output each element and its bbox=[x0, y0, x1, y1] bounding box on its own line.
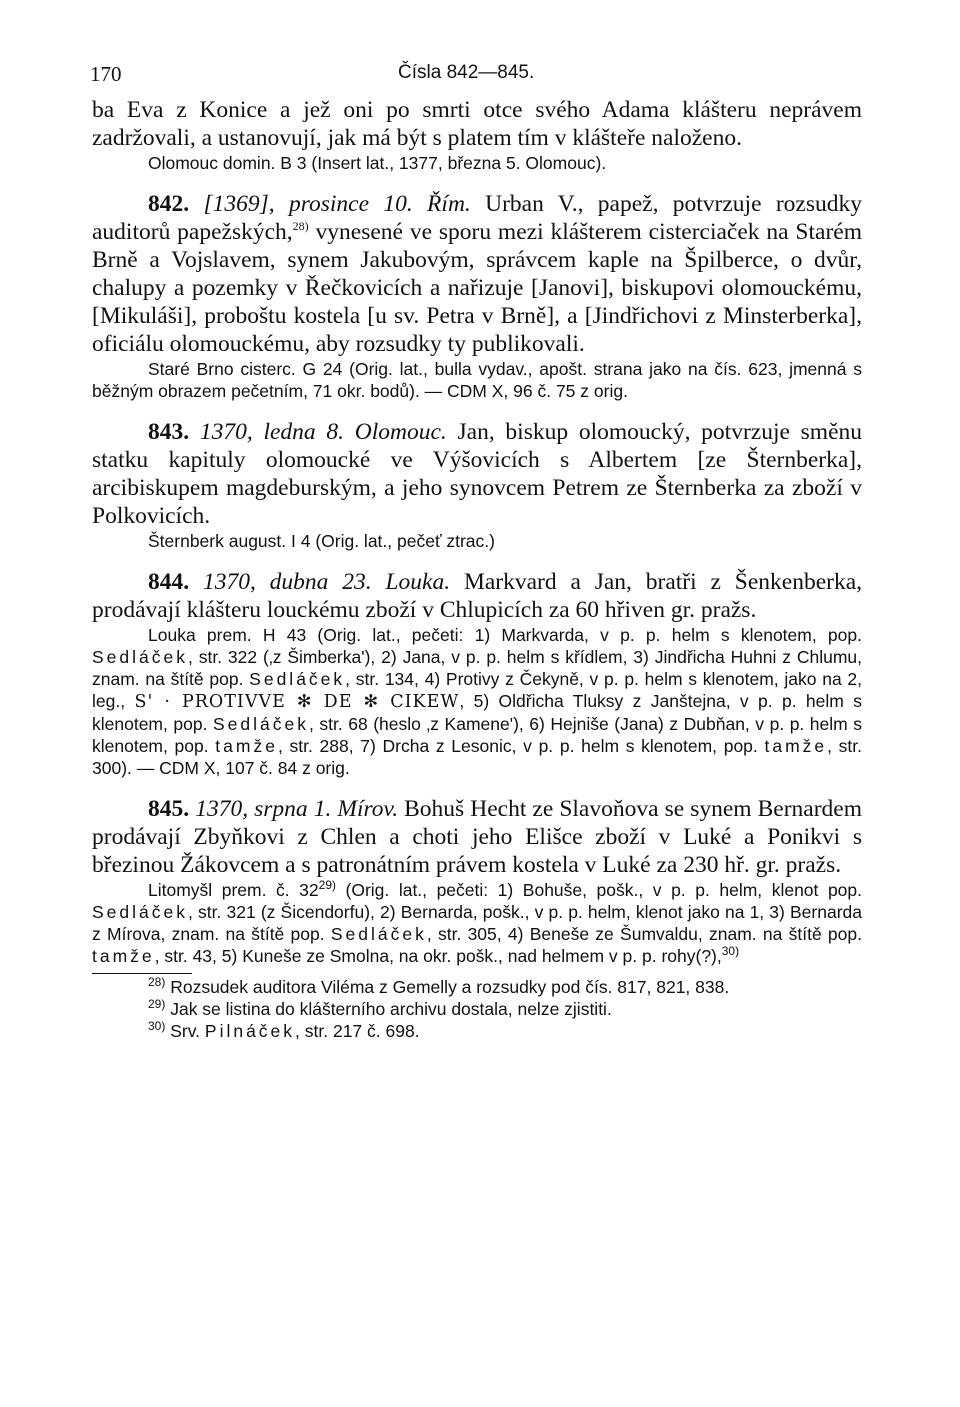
footnote-ref: 29) bbox=[318, 878, 336, 893]
author-name: Sedláček bbox=[92, 902, 188, 922]
author-name: Sedláček bbox=[212, 714, 309, 734]
footnote-marker: 29) bbox=[148, 997, 166, 1012]
footnote-29 bbox=[92, 998, 862, 1020]
footnote-text: Rozsudek auditora Viléma z Gemelly a rozsudky pod čís. 817, 821, 838. bbox=[165, 977, 730, 997]
entry-source: Šternberk august. I 4 (Orig. lat., pečeť ztrac.) bbox=[148, 531, 495, 551]
entry-summary: Jan, biskup olomoucký, potvrzuje směnu statku kapituly olomoucké ve Výšovicích s Albertem [ze Šternberka], arcibiskupem magdeburským, a jeho synovcem Petrem ze Šternberka za zboží v Polkovicích. bbox=[92, 419, 862, 529]
footnote-text: , str. 217 č. 698. bbox=[295, 1021, 420, 1041]
author-name: Sedláček bbox=[330, 924, 427, 944]
entry-summary-a: Urban V., papež, potvrzuje rozsudky auditorů papežských, bbox=[92, 191, 863, 245]
seal-legend: S' · PROTIVVE ✻ DE ✻ CIKEW bbox=[134, 692, 460, 712]
entry-843 bbox=[92, 418, 862, 552]
footnote-ref: 30) bbox=[721, 944, 740, 959]
entry-number: 844. bbox=[148, 569, 190, 595]
footnote-divider bbox=[92, 973, 192, 974]
author-name: Sedláček bbox=[249, 669, 346, 689]
source-part: , str. 322 (‚z Šimberka'), 2) Jana, v p. p. helm s křídlem, 3) Jindřicha Huhni z Chlumu, znam. na štítě pop. bbox=[92, 647, 862, 689]
source-part: , str. 305, 4) Beneše ze Šumvaldu, znam. na štítě pop. bbox=[426, 924, 862, 944]
source-part: , str. 321 (z Šicendorfu), 2) Bernarda, pošk., v p. p. helm, klenot jako na 1, 3) Bernarda z Mírova, znam. na štítě pop. bbox=[92, 902, 862, 944]
author-name: Pilnáček bbox=[204, 1021, 296, 1041]
entry-summary: Markvard a Jan, bratři z Šenkenberka, prodávají klášteru louckému zboží v Chlupicích za 60 hřiven gr. pražs. bbox=[92, 569, 863, 623]
entry-842 bbox=[92, 190, 862, 402]
footnote-30 bbox=[92, 1020, 862, 1042]
entry-844 bbox=[92, 568, 862, 779]
entry-source bbox=[92, 879, 862, 967]
intro-text: ba Eva z Konice a jež oni po smrti otce svého Adama klášteru neprávem zadržovali, a ustanovují, jak má být s platem tím v klášteře naloženo. bbox=[92, 97, 862, 151]
page-header bbox=[92, 62, 862, 96]
tamze-word: tamže bbox=[215, 736, 278, 756]
source-part: Louka prem. H 43 (Orig. lat., pečeti: 1) Markvarda, v p. p. helm s klenotem, pop. bbox=[148, 625, 862, 645]
entry-date-place: 1370, dubna 23. Louka. bbox=[202, 569, 451, 595]
entry-date-place: 1370, srpna 1. Mírov. bbox=[195, 796, 399, 822]
footnote-text: Jak se listina do klášterního archivu dostala, nelze zjistiti. bbox=[165, 999, 612, 1019]
entry-number: 842. bbox=[148, 191, 190, 217]
page-number: 170 bbox=[90, 62, 122, 86]
footnote-marker: 28) bbox=[148, 975, 166, 990]
entry-source bbox=[92, 624, 862, 779]
footnote-28 bbox=[92, 976, 862, 998]
entry-date-place: [1369], prosince 10. Řím. bbox=[203, 191, 471, 217]
document-page bbox=[92, 62, 862, 1042]
author-name: Sedláček bbox=[92, 647, 188, 667]
entry-date-place: 1370, ledna 8. Olomouc. bbox=[199, 419, 447, 445]
entry-number: 843. bbox=[148, 419, 190, 445]
entry-summary: Bohuš Hecht ze Slavoňova se synem Bernardem prodávají Zbyňkovi z Chlen a choti jeho Elišce zboží v Luké a Ponikvi s březinou Žákovcem a s patronátním právem kostela v Luké za 230 hř. gr. pražs. bbox=[92, 796, 863, 878]
entry-845 bbox=[92, 795, 862, 967]
footnote-text: Srv. bbox=[165, 1021, 205, 1041]
footnote-ref: 28) bbox=[292, 219, 309, 234]
source-part: , str. 288, 7) Drcha z Lesonic, v p. p. helm s klenotem, pop. bbox=[277, 736, 765, 756]
entry-summary-b: vynesené ve sporu mezi klášterem cisterciaček na Starém Brně a Vojslavem, synem Jakubovým, správcem kaple na Špilberce, o dvůr, chalupy a pozemky v Řečkovicích a nařizuje [Janovi], biskupovi olomouckému, [Mikuláši], proboštu kostela [u sv. Petra v Brně], a [Jindřichovi z Minsterberka], oficiálu olomouckému, aby rozsudky ty publikovali. bbox=[92, 219, 862, 357]
entry-text bbox=[92, 795, 862, 879]
intro-source: Olomouc domin. B 3 (Insert lat., 1377, března 5. Olomouc). bbox=[148, 153, 607, 173]
source-part: , str. 68 (heslo ‚z Kamene'), 6) Hejniše (Jana) z Dubňan, v p. p. helm s klenotem, pop. bbox=[92, 714, 863, 756]
source-part: (Orig. lat., pečeti: 1) Bohuše, pošk., v p. p. helm, klenot pop. bbox=[335, 880, 863, 900]
footnotes bbox=[92, 976, 862, 1042]
entry-source: Staré Brno cisterc. G 24 (Orig. lat., bulla vydav., apošt. strana jako na čís. 623, jmenná s běžným obrazem pečetním, 71 okr. bodů). — CDM X, 96 č. 75 z orig. bbox=[92, 359, 862, 401]
entry-text bbox=[92, 190, 862, 358]
source-part: , str. 43, 5) Kuneše ze Smolna, na okr. pošk., nad helmem v p. p. rohy(?), bbox=[154, 946, 722, 966]
tamze-word: tamže bbox=[92, 946, 155, 966]
source-part: , str. 300). — CDM X, 107 č. 84 z orig. bbox=[92, 736, 863, 778]
source-part: Litomyšl prem. č. 32 bbox=[148, 880, 319, 900]
entry-text bbox=[92, 568, 862, 624]
source-part: , 5) Oldřicha Tluksy z Janštejna, v p. p. helm s klenotem, pop. bbox=[92, 691, 862, 734]
running-title: Čísla 842—845. bbox=[398, 62, 535, 83]
entry-number: 845. bbox=[148, 796, 190, 822]
source-part: , str. 134, 4) Protivy z Čekyně, v p. p. helm s klenotem, jako na 2, leg., bbox=[92, 669, 862, 711]
footnote-marker: 30) bbox=[148, 1019, 166, 1034]
tamze-word: tamže bbox=[764, 736, 828, 756]
entry-text bbox=[92, 418, 862, 530]
